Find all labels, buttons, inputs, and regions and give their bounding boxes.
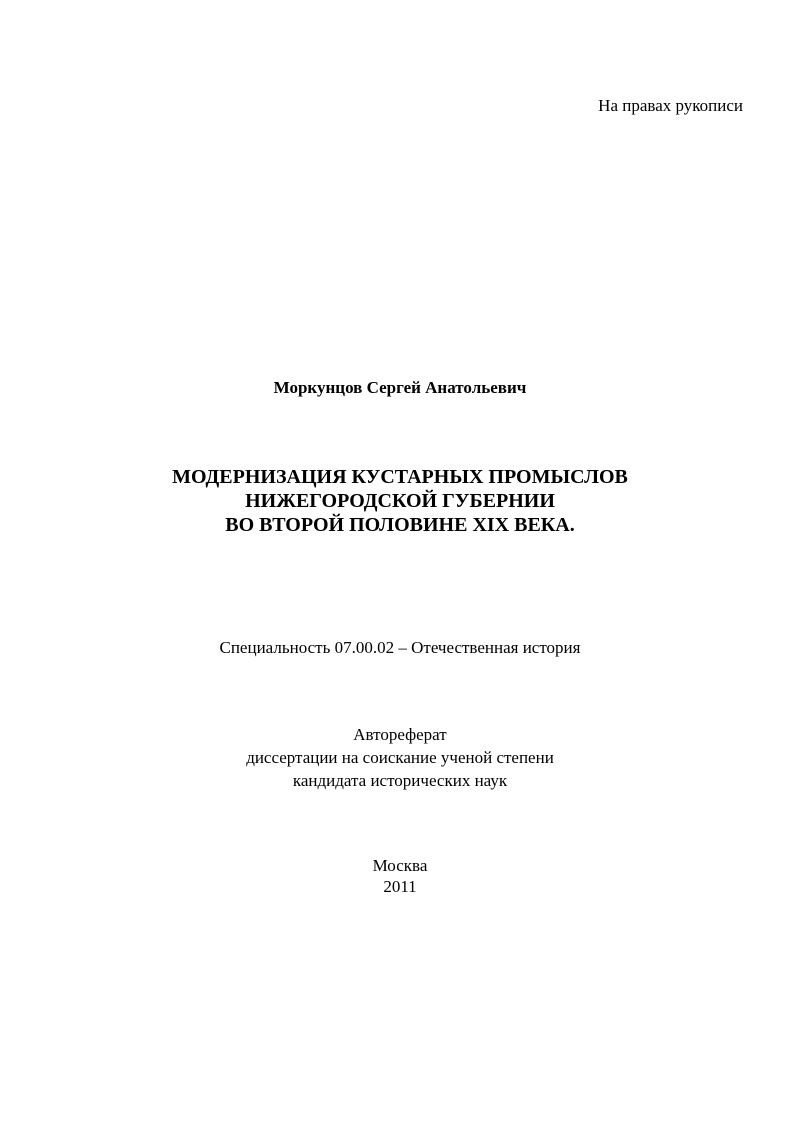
abstract-description — [0, 723, 800, 792]
abstract-line: диссертации на соискание ученой степени — [246, 748, 554, 767]
specialty-line: Специальность 07.00.02 – Отечественная история — [219, 638, 581, 657]
rights-note: На правах рукописи — [598, 96, 743, 115]
abstract-line: кандидата исторических наук — [292, 771, 508, 790]
title-line: ВО ВТОРОЙ ПОЛОВИНЕ XIX ВЕКА. — [225, 514, 575, 536]
title-line: НИЖЕГОРОДСКОЙ ГУБЕРНИИ — [245, 490, 555, 512]
publication-place — [0, 855, 800, 897]
abstract-line: Автореферат — [353, 725, 447, 744]
title-line: МОДЕРНИЗАЦИЯ КУСТАРНЫХ ПРОМЫСЛОВ — [172, 466, 628, 488]
author-name: Моркунцов Сергей Анатольевич — [273, 378, 527, 397]
city: Москва — [372, 856, 428, 875]
year: 2011 — [383, 877, 417, 896]
dissertation-title — [0, 465, 800, 537]
